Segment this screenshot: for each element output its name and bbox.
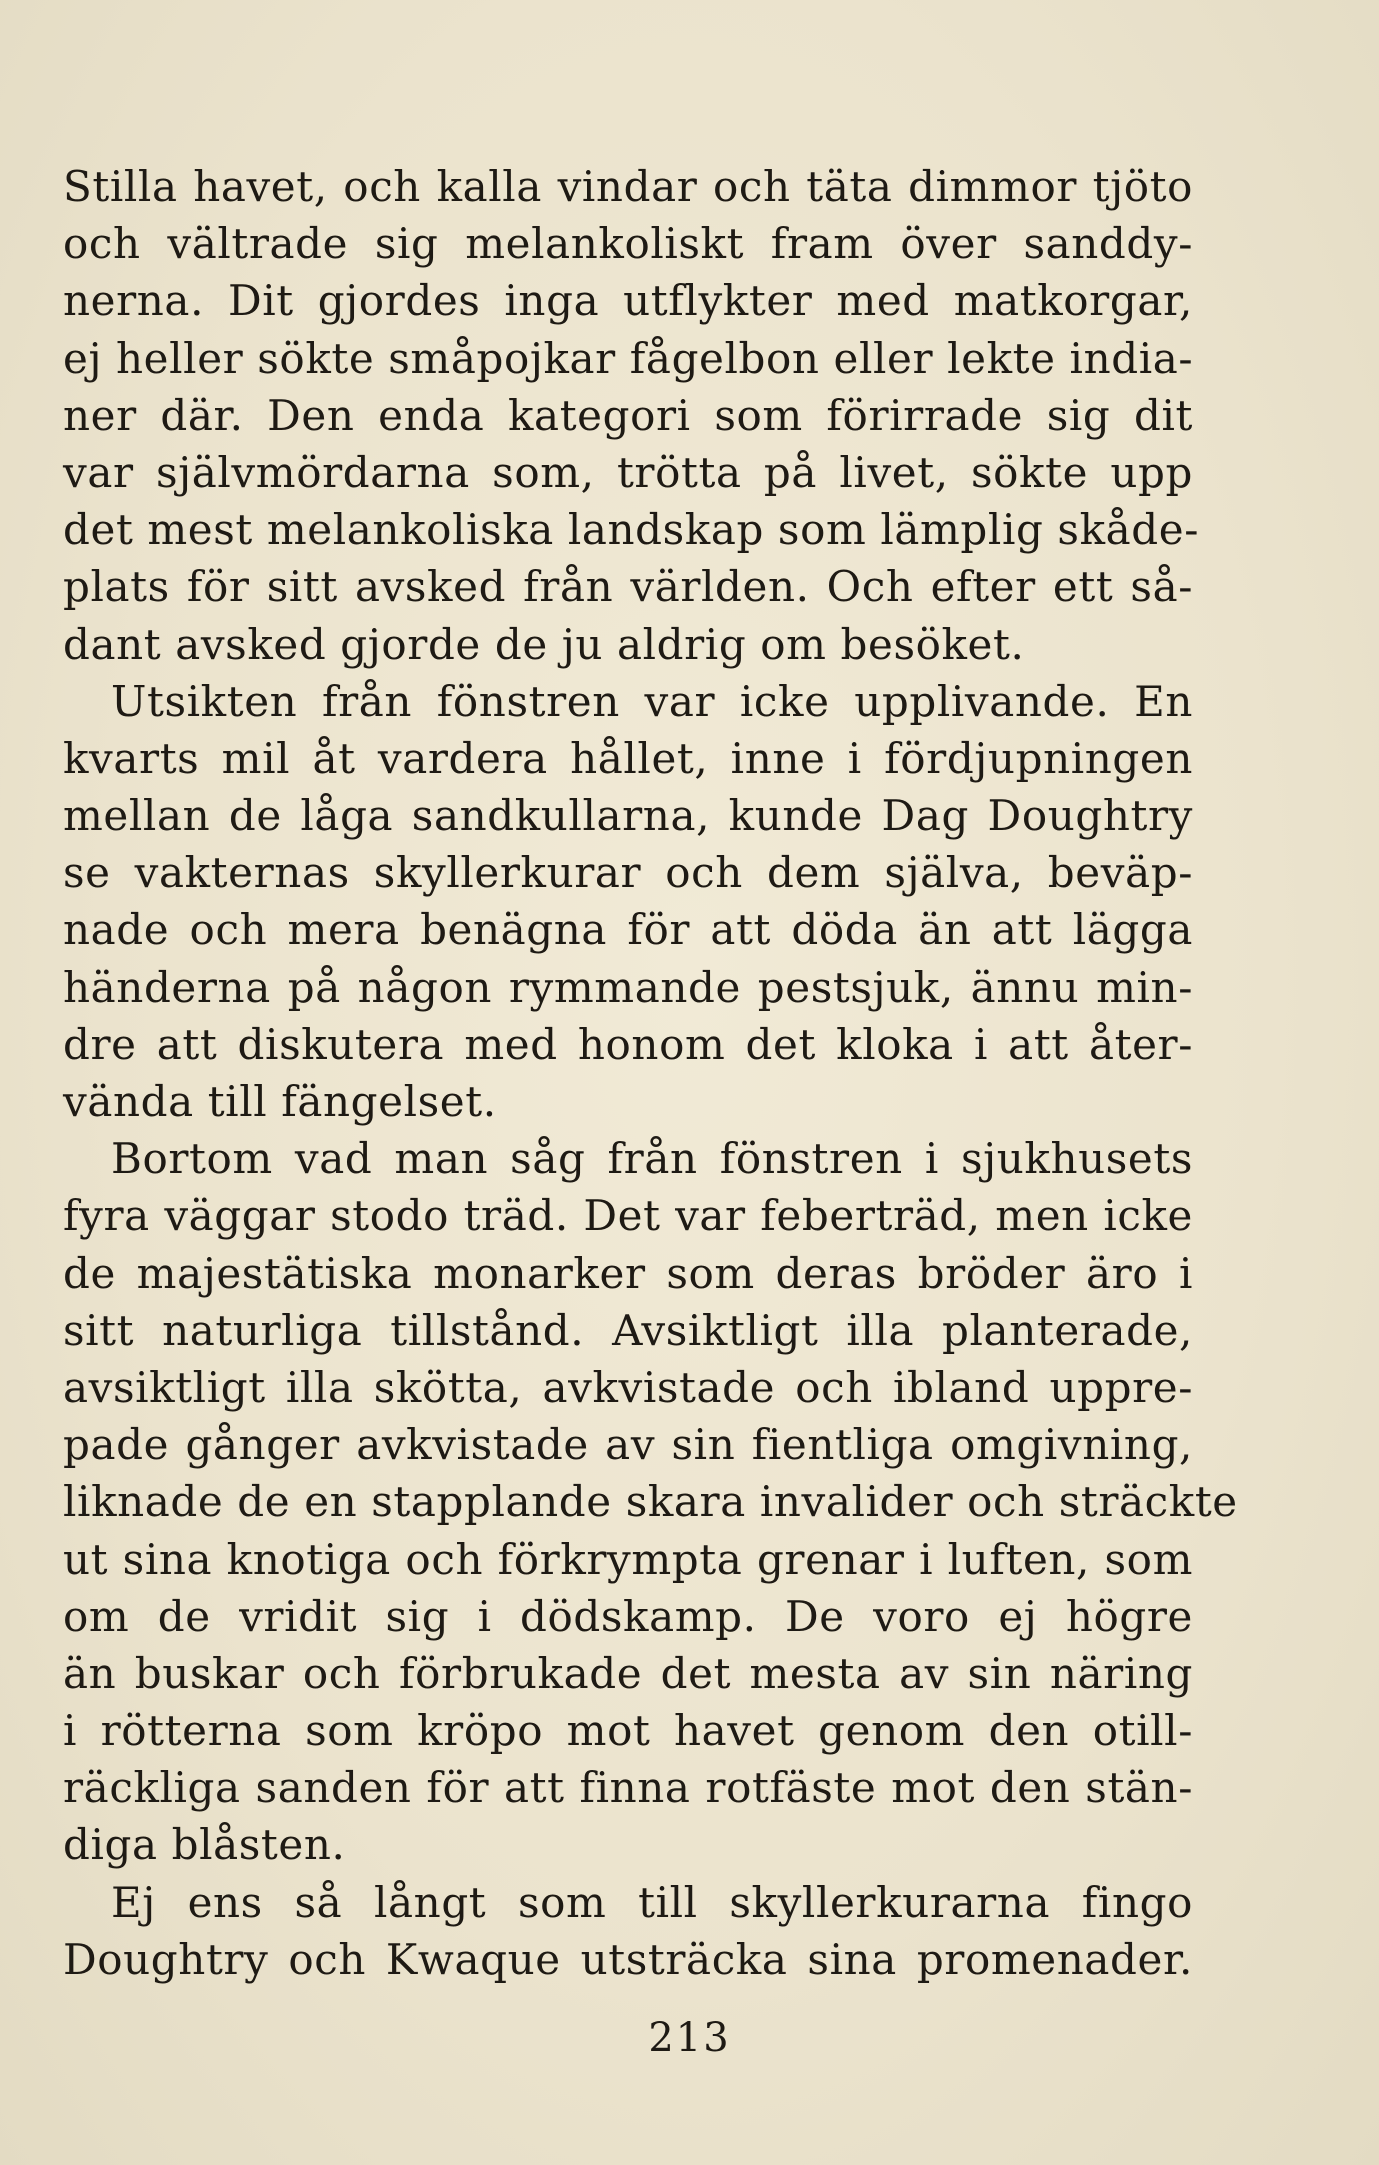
text-line: sitt naturliga tillstånd. Avsiktligt illa planterade, bbox=[63, 1305, 1193, 1355]
text-line: diga blåsten. bbox=[63, 1820, 346, 1870]
text-line: dre att diskutera med honom det kloka i att åter- bbox=[63, 1019, 1193, 1069]
text-line: dant avsked gjorde de ju aldrig om besöket. bbox=[63, 619, 1025, 669]
text-line: händerna på någon rymmande pestsjuk, ännu min- bbox=[63, 962, 1193, 1012]
text-line: vända till fängelset. bbox=[63, 1077, 497, 1126]
text-line: mellan de låga sandkullarna, kunde Dag Doughtry bbox=[63, 791, 1193, 841]
text-line: pade gånger avkvistade av sin fientliga omgivning, bbox=[63, 1420, 1193, 1470]
text-line: och vältrade sig melankoliskt fram över sanddy- bbox=[63, 219, 1193, 269]
text-line: Doughtry och Kwaque utsträcka sina promenader. bbox=[63, 1934, 1193, 1984]
text-line: kvarts mil åt vardera hållet, inne i fördjupningen bbox=[63, 733, 1193, 783]
page-number: 213 bbox=[648, 2015, 731, 2061]
text-line: Bortom vad man såg från fönstren i sjukhusets bbox=[111, 1134, 1193, 1184]
text-line: ej heller sökte småpojkar fågelbon eller lekte india- bbox=[63, 333, 1194, 383]
text-line: se vakternas skyllerkurar och dem själva, beväp- bbox=[63, 848, 1193, 898]
body-text bbox=[63, 158, 1238, 1988]
text-line: i rötterna som kröpo mot havet genom den otill- bbox=[63, 1706, 1193, 1756]
text-line: om de vridit sig i dödskamp. De voro ej högre bbox=[63, 1591, 1193, 1641]
text-line: fyra väggar stodo träd. Det var feberträd, men icke bbox=[63, 1191, 1193, 1241]
text-line: var självmördarna som, trötta på livet, sökte upp bbox=[63, 447, 1193, 497]
text-line: Utsikten från fönstren var icke upplivande. En bbox=[111, 676, 1193, 726]
text-line: ut sina knotiga och förkrympta grenar i luften, som bbox=[63, 1534, 1193, 1584]
text-line: än buskar och förbrukade det mesta av sin näring bbox=[63, 1648, 1193, 1698]
text-line: räckliga sanden för att finna rotfäste mot den stän- bbox=[63, 1763, 1193, 1813]
text-line: ner där. Den enda kategori som förirrade sig dit bbox=[63, 390, 1193, 440]
text-line: Stilla havet, och kalla vindar och täta dimmor tjöto bbox=[63, 162, 1193, 211]
text-line: Ej ens så långt som till skyllerkurarna fingo bbox=[111, 1877, 1193, 1927]
text-line: de majestätiska monarker som deras bröder äro i bbox=[63, 1248, 1193, 1298]
text-line: nade och mera benägna för att döda än att lägga bbox=[63, 905, 1193, 955]
text-line: det mest melankoliska landskap som lämplig skåde- bbox=[63, 505, 1200, 555]
text-line: avsiktligt illa skötta, avkvistade och ibland uppre- bbox=[63, 1362, 1193, 1412]
text-line: nerna. Dit gjordes inga utflykter med matkorgar, bbox=[63, 276, 1193, 326]
text-line: plats för sitt avsked från världen. Och efter ett så- bbox=[63, 562, 1193, 612]
text-line: liknade de en stapplande skara invalider och sträckte bbox=[63, 1477, 1238, 1527]
